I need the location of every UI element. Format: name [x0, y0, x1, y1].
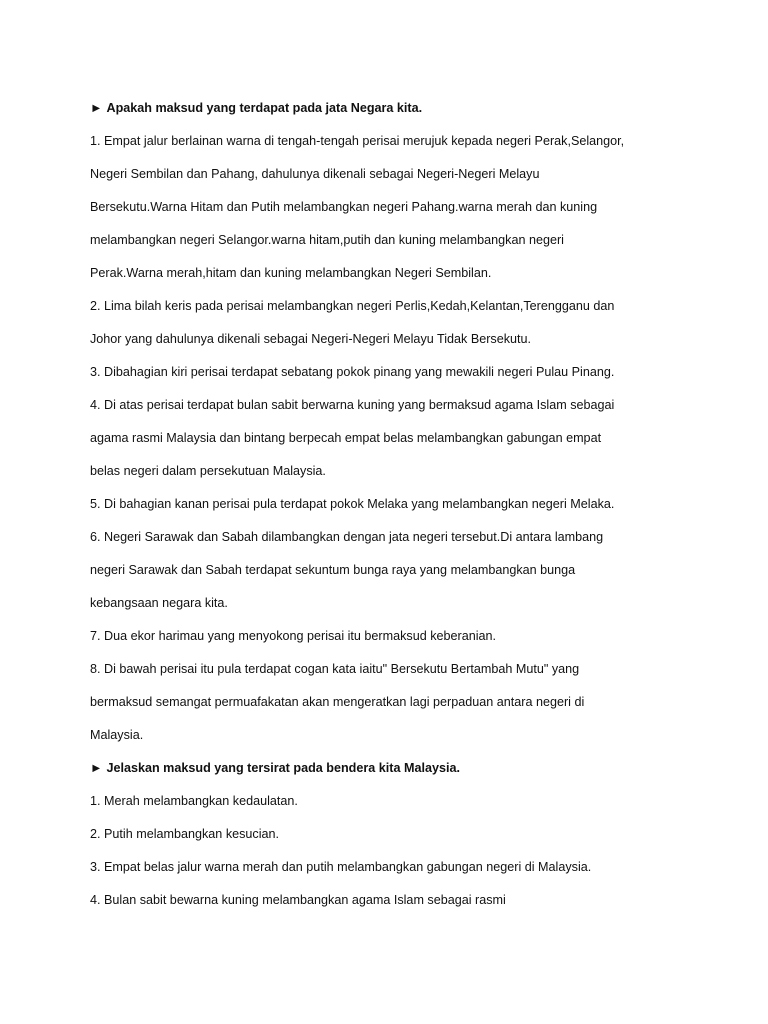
heading-text: Apakah maksud yang terdapat pada jata Negara kita. [106, 101, 423, 115]
paragraph-line: Johor yang dahulunya dikenali sebagai Negeri-Negeri Melayu Tidak Bersekutu. [90, 332, 532, 346]
paragraph-line: Perak.Warna merah,hitam dan kuning melambangkan Negeri Sembilan. [90, 266, 492, 280]
paragraph-line: 8. Di bawah perisai itu pula terdapat cogan kata iaitu" Bersekutu Bertambah Mutu" yang [90, 662, 580, 676]
paragraph-line: 5. Di bahagian kanan perisai pula terdapat pokok Melaka yang melambangkan negeri Melaka. [90, 497, 615, 511]
paragraph-line: 7. Dua ekor harimau yang menyokong perisai itu bermaksud keberanian. [90, 629, 497, 643]
paragraph-line: negeri Sarawak dan Sabah terdapat sekuntum bunga raya yang melambangkan bunga [90, 563, 576, 577]
paragraph-line: kebangsaan negara kita. [90, 596, 228, 610]
paragraph-line: Negeri Sembilan dan Pahang, dahulunya dikenali sebagai Negeri-Negeri Melayu [90, 167, 540, 181]
section-heading-jata [90, 92, 728, 125]
paragraph-line: agama rasmi Malaysia dan bintang berpecah empat belas melambangkan gabungan empat [90, 431, 602, 445]
paragraph-line: 2. Lima bilah keris pada perisai melambangkan negeri Perlis,Kedah,Kelantan,Terengganu dan [90, 299, 615, 313]
arrow-icon: ► [90, 761, 103, 775]
paragraph-line: 3. Empat belas jalur warna merah dan putih melambangkan gabungan negeri di Malaysia. [90, 860, 592, 874]
paragraph-line: 2. Putih melambangkan kesucian. [90, 827, 280, 841]
paragraph-line: melambangkan negeri Selangor.warna hitam,putih dan kuning melambangkan negeri [90, 233, 564, 247]
arrow-icon: ► [90, 101, 103, 115]
paragraph-line: 4. Bulan sabit bewarna kuning melambangkan agama Islam sebagai rasmi [90, 893, 506, 907]
paragraph-line: bermaksud semangat permuafakatan akan mengeratkan lagi perpaduan antara negeri di [90, 695, 585, 709]
paragraph-line: belas negeri dalam persekutuan Malaysia. [90, 464, 326, 478]
paragraph-line: 4. Di atas perisai terdapat bulan sabit berwarna kuning yang bermaksud agama Islam sebagai [90, 398, 615, 412]
paragraph-line: 1. Empat jalur berlainan warna di tengah-tengah perisai merujuk kepada negeri Perak,Selangor, [90, 134, 625, 148]
paragraph-line: Bersekutu.Warna Hitam dan Putih melambangkan negeri Pahang.warna merah dan kuning [90, 200, 598, 214]
paragraph-line: 1. Merah melambangkan kedaulatan. [90, 794, 298, 808]
heading-text: Jelaskan maksud yang tersirat pada bendera kita Malaysia. [106, 761, 460, 775]
section-heading-bendera [90, 752, 728, 785]
paragraph-line: 3. Dibahagian kiri perisai terdapat sebatang pokok pinang yang mewakili negeri Pulau Pinang. [90, 365, 615, 379]
paragraph-line: 6. Negeri Sarawak dan Sabah dilambangkan dengan jata negeri tersebut.Di antara lambang [90, 530, 604, 544]
paragraph-line: Malaysia. [90, 728, 144, 742]
